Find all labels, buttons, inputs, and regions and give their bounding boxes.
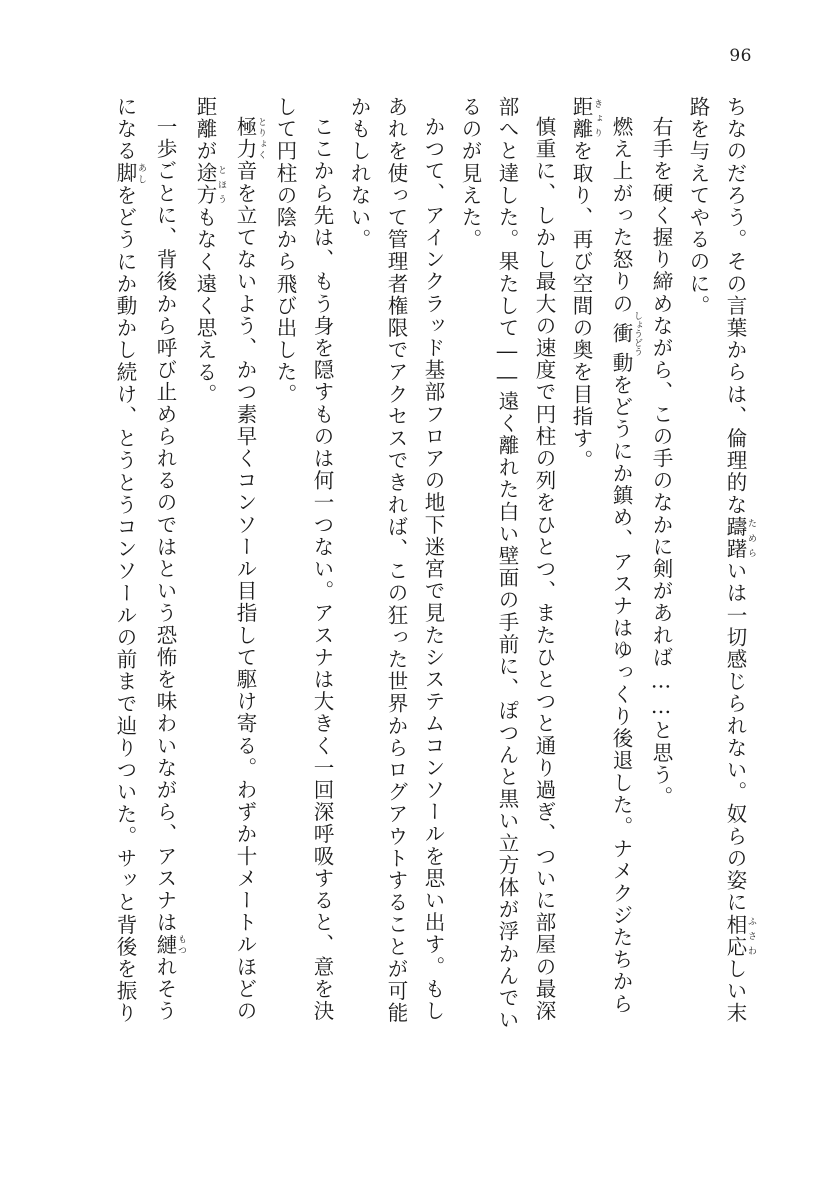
text-column: ここから先は、もう身を隠すものは何一つない。アスナは大きく一回深呼吸すると、意を決 <box>310 116 334 1023</box>
text-column: かもしれない。 <box>347 96 371 251</box>
text-column: 距離が途方 とほうもなく遠く思える。 <box>193 96 226 406</box>
page-number: 96 <box>729 46 752 66</box>
text-column: 燃え上がった怒りの衝 しょうどう動をどうにか鎮め、アスナはゆっくり後退した。ナメクジたちから <box>609 116 642 1015</box>
text-column: 路を与えてやるのに。 <box>686 96 710 317</box>
text-column: 極力 とりょく音を立てないよう、かつ素早くコンソール目指して駆け寄る。わずか十メートルほどの <box>233 116 266 1023</box>
text-column: るのが見えた。 <box>458 96 482 251</box>
text-column: ちなのだろう。その言葉からは、倫理的な躊躇 ためらいは一切感じられない。奴らの姿に相応 ふさわしい末 <box>723 96 756 1025</box>
text-column: 慎重に、しかし最大の速度で円柱の列をひとつ、またひとつと通り過ぎ、ついに部屋の最深 <box>532 116 556 1023</box>
text-column: かつて、アインクラッド基部フロアの地下迷宮で見たシステムコンソールを思い出す。もし <box>421 116 445 1023</box>
text-column: になる脚 あしをどうにか動かし続け、とうとうコンソールの前まで辿りついた。サッと背後を振り <box>113 96 146 1025</box>
text-column: 一歩ごとに、背後から呼び止められるのではという恐怖を味わいながら、アスナは縺 もつれそう <box>153 116 186 1023</box>
text-column: 距離 きょりを取り、再び空間の奥を目指す。 <box>569 96 602 472</box>
text-column: あれを使って管理者権限でアクセスできれば、この狂った世界からログアウトすることが可能 <box>384 96 408 1025</box>
text-column: 右手を硬く握り締めながら、この手のなかに剣があれば……と思う。 <box>649 116 673 809</box>
text-column: して円柱の陰から飛び出した。 <box>273 96 297 406</box>
body-text-block <box>78 96 756 1118</box>
text-column: 部へと達した。果たして――遠く離れた白い壁面の手前に、ぽつんと黒い立方体が浮かんでい <box>495 96 519 1032</box>
